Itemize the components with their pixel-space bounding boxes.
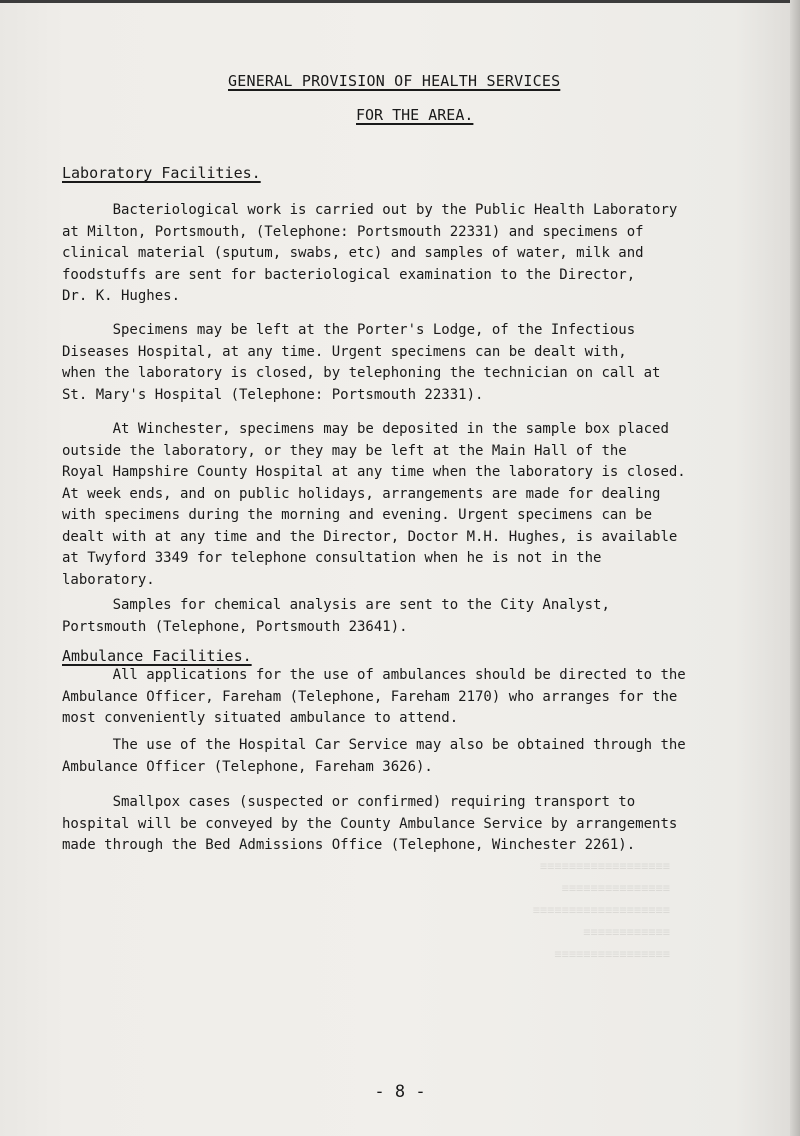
page-number: - 8 - [374, 1082, 426, 1102]
ambulance-paragraph-3: Smallpox cases (suspected or confirmed) requiring transport to hospital will be conveyed by the County Ambulance Service by arrangements made through the Bed Admissions Office (Telephone, Winchester 2261). [62, 794, 678, 853]
laboratory-paragraph-4: Samples for chemical analysis are sent to the City Analyst, Portsmouth (Telephone, Portsmouth 23641). [62, 597, 610, 635]
laboratory-paragraph-1: Bacteriological work is carried out by the Public Health Laboratory at Milton, Portsmouth, (Telephone: Portsmouth 22331) and specimens of clinical material (sputum, swabs, etc) and samples of water, milk and foodstuffs are sent for bacteriological examination to the Director, Dr. K. Hughes. [62, 202, 678, 304]
ambulance-paragraph-2: The use of the Hospital Car Service may also be obtained through the Ambulance Officer (Telephone, Fareham 3626). [62, 737, 686, 775]
laboratory-paragraph-2: Specimens may be left at the Porter's Lodge, of the Infectious Diseases Hospital, at any time. Urgent specimens can be dealt with, when the laboratory is closed, by telephoning the technician on call at St. Mary's Hospital (Telephone: Portsmouth 22331). [62, 322, 661, 403]
ambulance-heading: Ambulance Facilities. [62, 647, 252, 665]
scan-right-edge [790, 0, 800, 1136]
scan-top-border [0, 0, 800, 3]
document-subtitle: FOR THE AREA. [356, 106, 474, 124]
laboratory-paragraph-3: At Winchester, specimens may be deposited in the sample box placed outside the laboratory, or they may be left at the Main Hall of the Royal Hampshire County Hospital at any time when the laboratory is closed. At week ends, and on public holidays, arrangements are made for dealing with specimens during the morning and evening. Urgent specimens can be dealt with at any time and the Director, Doctor M.H. Hughes, is available at Twyford 3349 for telephone consultation when he is not in the laboratory. [62, 421, 686, 588]
ambulance-paragraph-1: All applications for the use of ambulances should be directed to the Ambulance Officer, Fareham (Telephone, Fareham 2170) who arranges for the most conveniently situated ambulance to attend. [62, 667, 686, 726]
document-title: GENERAL PROVISION OF HEALTH SERVICES [228, 72, 561, 90]
reverse-side-bleedthrough: ≡≡≡≡≡≡≡≡≡≡≡≡≡≡≡≡≡≡ ≡≡≡≡≡≡≡≡≡≡≡≡≡≡≡ ≡≡≡≡≡≡≡≡≡≡≡≡≡≡≡≡≡≡≡ ≡≡≡≡≡≡≡≡≡≡≡≡ ≡≡≡≡≡≡≡≡≡≡≡≡≡≡≡≡ [532, 859, 670, 961]
laboratory-heading: Laboratory Facilities. [62, 164, 261, 182]
